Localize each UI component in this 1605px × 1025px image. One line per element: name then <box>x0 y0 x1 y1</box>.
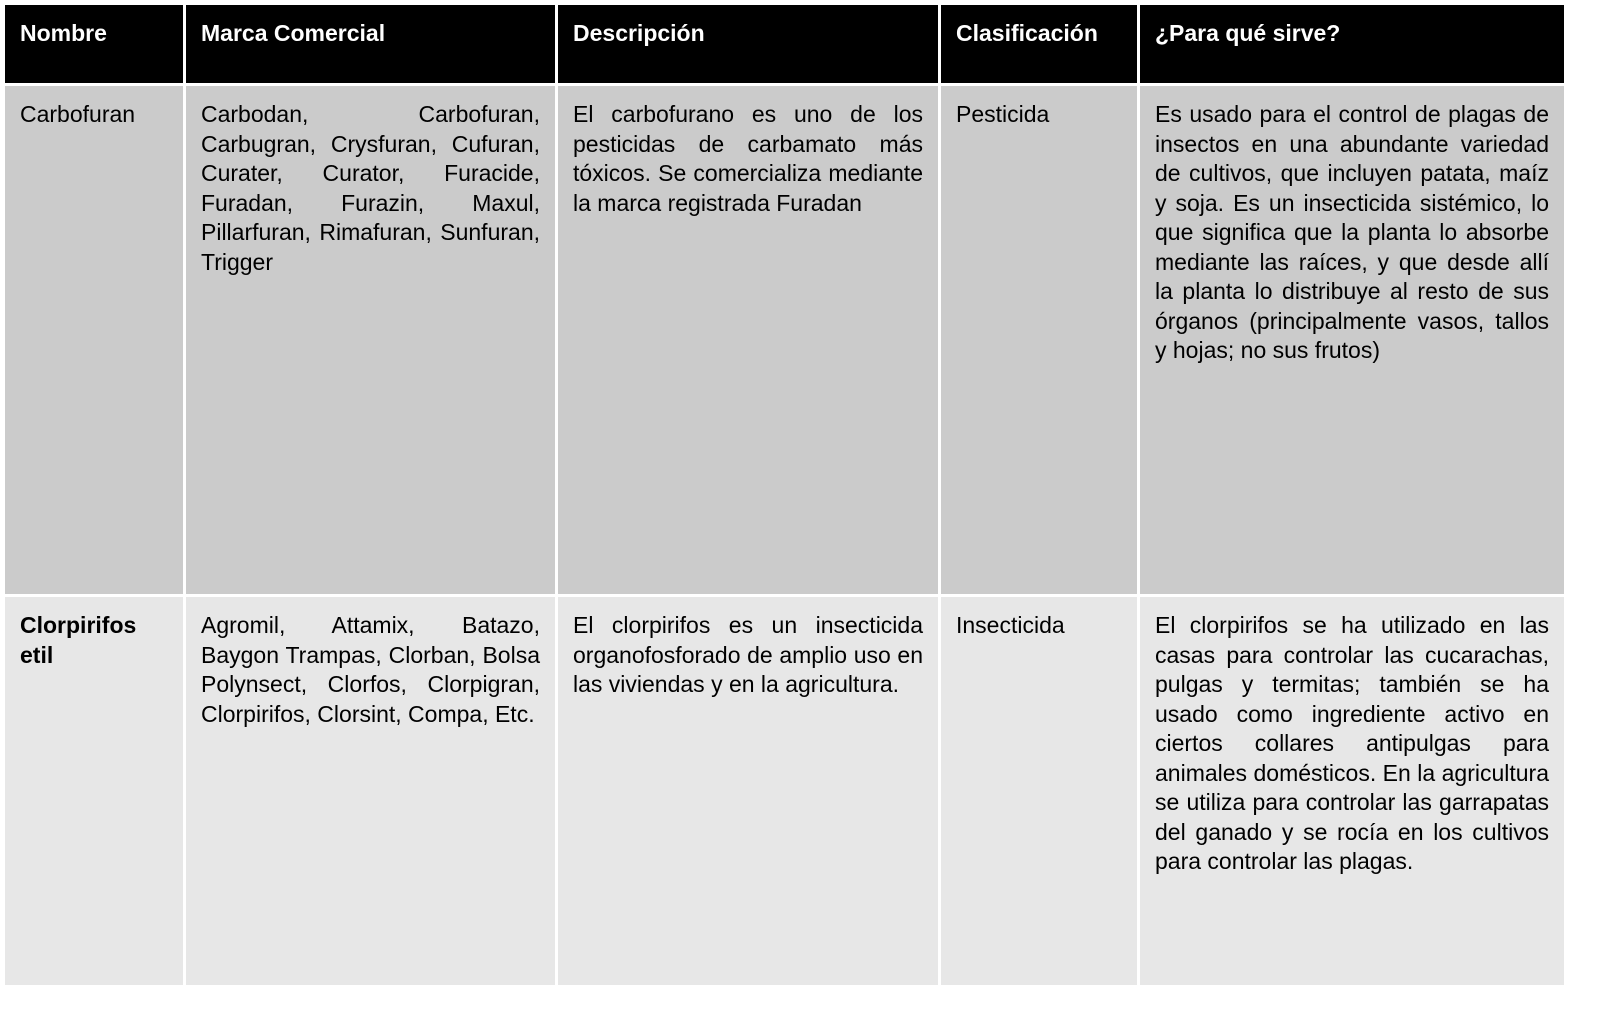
header-descripcion: Descripción <box>557 4 940 85</box>
cell-nombre: Clorpirifos etil <box>4 596 185 987</box>
table-row <box>4 596 1566 987</box>
header-para-que-sirve: ¿Para qué sirve? <box>1139 4 1566 85</box>
cell-nombre: Carbofuran <box>4 85 185 596</box>
cell-para-que-sirve: El clorpirifos se ha utilizado en las casas para controlar las cucarachas, pulgas y termitas; también se ha usado como ingrediente activo en ciertos collares antipulgas para animales domésticos. En la agricultura se utiliza para controlar las garrapatas del ganado y se rocía en los cultivos para controlar las plagas. <box>1139 596 1566 987</box>
pesticide-table <box>2 2 1567 988</box>
cell-para-que-sirve: Es usado para el control de plagas de insectos en una abundante variedad de cultivos, que incluyen patata, maíz y soja. Es un insecticida sistémico, lo que significa que la planta lo absorbe mediante las raíces, y que desde allí la planta lo distribuye al resto de sus órganos (principalmente vasos, tallos y hojas; no sus frutos) <box>1139 85 1566 596</box>
cell-clasificacion: Pesticida <box>940 85 1139 596</box>
cell-clasificacion: Insecticida <box>940 596 1139 987</box>
header-marca-comercial: Marca Comercial <box>185 4 557 85</box>
pesticide-table-container <box>2 2 1567 988</box>
cell-marca-comercial: Agromil, Attamix, Batazo, Baygon Trampas, Clorban, Bolsa Polynsect, Clorfos, Clorpigran, Clorpirifos, Clorsint, Compa, Etc. <box>185 596 557 987</box>
cell-descripcion: El clorpirifos es un insecticida organofosforado de amplio uso en las viviendas y en la agricultura. <box>557 596 940 987</box>
header-clasificacion: Clasificación <box>940 4 1139 85</box>
header-row <box>4 4 1566 85</box>
header-nombre: Nombre <box>4 4 185 85</box>
cell-descripcion: El carbofurano es uno de los pesticidas de carbamato más tóxicos. Se comercializa mediante la marca registrada Furadan <box>557 85 940 596</box>
table-row <box>4 85 1566 596</box>
cell-marca-comercial: Carbodan, Carbofuran, Carbugran, Crysfuran, Cufuran, Curater, Curator, Furacide, Furadan, Furazin, Maxul, Pillarfuran, Rimafuran, Sunfuran, Trigger <box>185 85 557 596</box>
